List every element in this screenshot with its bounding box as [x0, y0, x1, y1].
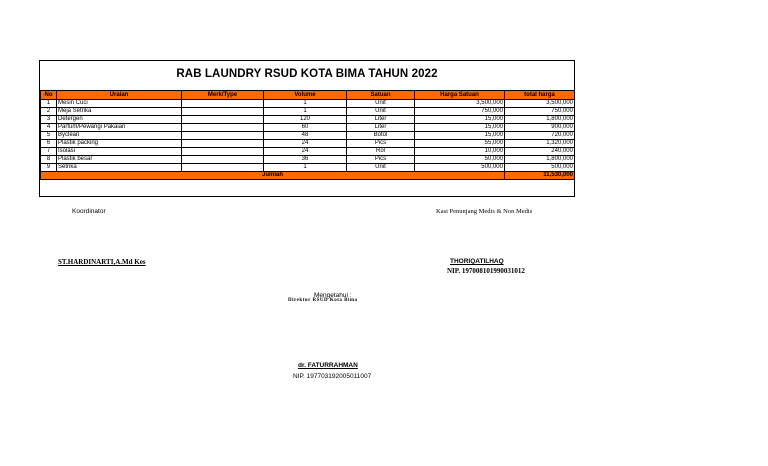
cell-no: 4 — [41, 124, 57, 132]
cell-harga: 750,000 — [415, 108, 505, 116]
cell-merk — [182, 132, 264, 140]
cell-no: 5 — [41, 132, 57, 140]
header-satuan: Satuan — [347, 91, 415, 100]
cell-volume: 36 — [264, 156, 347, 164]
cell-total: 240,000 — [505, 148, 575, 156]
cell-total: 500,000 — [505, 164, 575, 172]
cell-harga: 50,000 — [415, 156, 505, 164]
cell-merk — [182, 116, 264, 124]
center-signer-subtitle: Direktur RSUD Kota Bima — [288, 298, 358, 303]
cell-harga: 3,500,000 — [415, 100, 505, 108]
center-signer-name: dr. FATURRAHMAN — [298, 362, 358, 369]
cell-volume: 48 — [264, 132, 347, 140]
table-row — [41, 164, 575, 172]
left-signer-name: ST.HARDINARTI,A.Md Kes — [58, 258, 146, 266]
cell-total: 1,800,000 — [505, 156, 575, 164]
cell-no: 7 — [41, 148, 57, 156]
header-total-harga: total harga — [505, 91, 575, 100]
header-uraian: Uraian — [57, 91, 182, 100]
left-signer-role: Koordinator — [72, 208, 106, 215]
cell-merk — [182, 140, 264, 148]
cell-satuan: Pics — [347, 156, 415, 164]
cell-no: 8 — [41, 156, 57, 164]
cell-total: 720,000 — [505, 132, 575, 140]
total-row — [41, 172, 575, 180]
cell-harga: 10,000 — [415, 148, 505, 156]
cell-volume: 24 — [264, 148, 347, 156]
cell-harga: 15,000 — [415, 116, 505, 124]
cell-volume: 1 — [264, 100, 347, 108]
cell-total: 1,800,000 — [505, 116, 575, 124]
cell-merk — [182, 124, 264, 132]
cell-uraian: Detergen — [57, 116, 182, 124]
cell-merk — [182, 148, 264, 156]
cell-volume: 24 — [264, 140, 347, 148]
table-row — [41, 116, 575, 124]
center-signer-nip: NIP. 197703192005011007 — [293, 373, 372, 380]
cell-satuan: Pics — [347, 140, 415, 148]
center-signer-role: Mengetahui : — [314, 292, 352, 299]
cell-no: 1 — [41, 100, 57, 108]
document-title: RAB LAUNDRY RSUD KOTA BIMA TAHUN 2022 — [176, 68, 438, 80]
cell-no: 9 — [41, 164, 57, 172]
cell-harga: 15,000 — [415, 132, 505, 140]
header-harga-satuan: Harga Satuan — [415, 91, 505, 100]
cell-uraian: Mesin Cuci — [57, 100, 182, 108]
cell-harga: 15,000 — [415, 124, 505, 132]
cell-uraian: Byclean — [57, 132, 182, 140]
cell-uraian: Plastik besar — [57, 156, 182, 164]
total-value: 11,530,000 — [505, 172, 575, 180]
total-label: Jumlah — [41, 172, 505, 180]
cell-satuan: Liter — [347, 124, 415, 132]
cell-merk — [182, 100, 264, 108]
cell-no: 3 — [41, 116, 57, 124]
table-row — [41, 108, 575, 116]
cell-volume: 1 — [264, 164, 347, 172]
cell-uraian: Plastik packing — [57, 140, 182, 148]
cell-satuan: Rol — [347, 148, 415, 156]
cell-volume: 60 — [264, 124, 347, 132]
cell-satuan: Unit — [347, 164, 415, 172]
header-merk: Merk/Type — [182, 91, 264, 100]
table-row — [41, 124, 575, 132]
table-row — [41, 132, 575, 140]
cell-satuan: Liter — [347, 116, 415, 124]
cell-satuan: Botol — [347, 132, 415, 140]
table-row — [41, 100, 575, 108]
cell-merk — [182, 164, 264, 172]
cell-satuan: Unit — [347, 108, 415, 116]
cell-satuan: Unit — [347, 100, 415, 108]
cell-harga: 500,000 — [415, 164, 505, 172]
rab-sheet — [39, 60, 575, 197]
rab-table — [40, 90, 575, 180]
table-row — [41, 156, 575, 164]
cell-no: 2 — [41, 108, 57, 116]
cell-volume: 1 — [264, 108, 347, 116]
header-no: No — [41, 91, 57, 100]
cell-uraian: Setrika — [57, 164, 182, 172]
cell-total: 3,500,000 — [505, 100, 575, 108]
cell-harga: 55,000 — [415, 140, 505, 148]
header-volume: Volume — [264, 91, 347, 100]
cell-uraian: Parfum/Pewangi Pakaian — [57, 124, 182, 132]
right-signer-role: Kasi Penunjang Medis & Non Medis — [436, 208, 533, 215]
cell-volume: 120 — [264, 116, 347, 124]
cell-no: 6 — [41, 140, 57, 148]
cell-total: 1,320,000 — [505, 140, 575, 148]
cell-total: 750,000 — [505, 108, 575, 116]
cell-merk — [182, 156, 264, 164]
table-row — [41, 148, 575, 156]
cell-uraian: Meja Setrika — [57, 108, 182, 116]
table-row — [41, 140, 575, 148]
cell-uraian: Isolasi — [57, 148, 182, 156]
right-signer-name: THORIQATILHAQ — [450, 258, 504, 265]
right-signer-nip: NIP. 197008101990031012 — [447, 267, 525, 275]
table-header-row — [41, 91, 575, 100]
cell-merk — [182, 108, 264, 116]
cell-total: 900,000 — [505, 124, 575, 132]
